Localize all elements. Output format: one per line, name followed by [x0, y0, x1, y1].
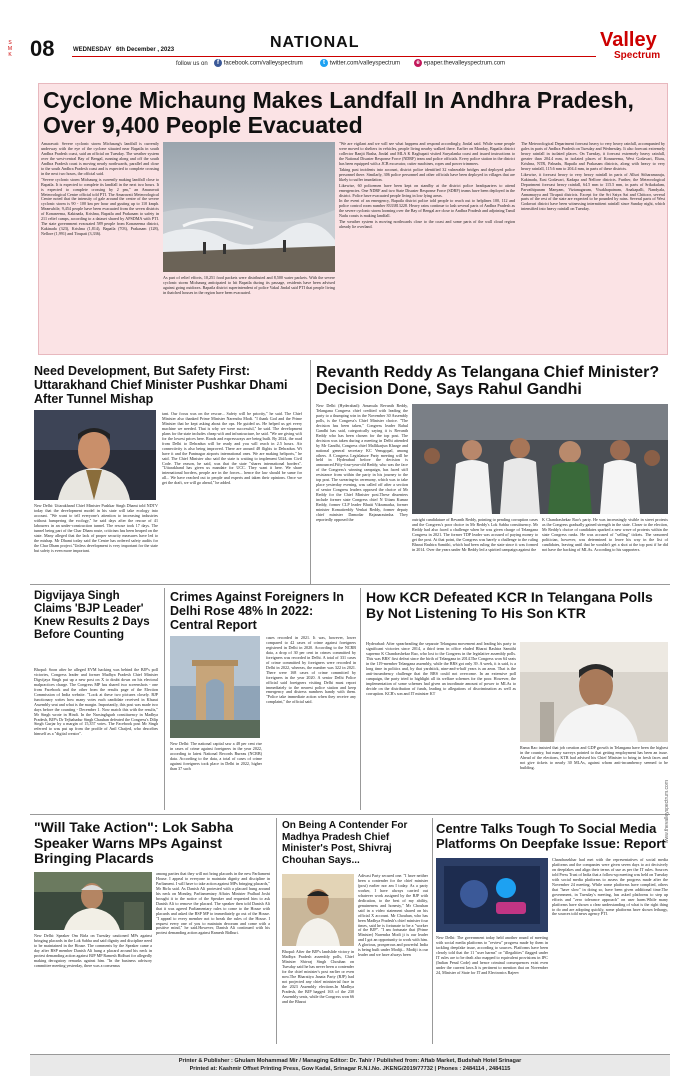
footer-line1: Printer & Publisher : Ghulam Mohammad Mir / Managing Editor: Dr. Tahir / Published from: Aftab Market, Budshah Hotel Srinagar — [178, 1058, 522, 1064]
follow-label: follow us on — [176, 61, 208, 67]
revanth-headline: Revanth Reddy As Telangana Chief Minister? Decision Done, Says Rahul Gandhi — [316, 364, 660, 398]
lead-col4: The Meteorological Department forecast heavy to very heavy rainfall, accompanied by gales in parts of Andhra Pradesh on Tuesday and Wednesday. It also forecast extremely heavy rainfall in isolated places. On Tuesday, it forecast extremely heavy rainfall, greater than 204.4 mm, in isolated places of Konaseema, West Godavari, Eluru, Krishna, NTR, Palnadu, Bapatla and Prakasam districts, along with heavy to very heavy rainfall, 115.6 mm to 204.4 mm, in parts of these districts. Likewise, it forecast heavy to very heavy rainfall in parts of Alluri Sitharamaraju, Kakinada, East Godavari, Kadapa and Nellore districts. Further, the Meteorological Department forecast heavy rainfall, 64.5 mm to 115.5 mm, in parts of Srikakulam, Parvathipuram Manyam, Vizianagaram, Visakhapatnam, Anakapalli, Nandyala, Annamayya and Tirupati districts. Except for the Sri Satya Sai and Chittoor, several parts of the rest of the state are expected to be pounded by rains. Several parts of West Godavari district have been witnessing intermittent rainfall since Sunday night, which intensified into heavy rainfall on Tuesday. — [521, 142, 665, 212]
footer-bar — [30, 1054, 670, 1076]
revanth-col1: New Delhi (Hyderabad): Anumula Revanth Reddy, Telangana Congress chief credited with leading the party to a thumping win in the November 30 Assembly polls, is the Congress's Chief Minister choice. "The decision has been taken," Congress leader Rahul Gandhi has said, categorically saying it is Revanth Reddy who has been chosen for the top post. The decision was taken during a meeting in Delhi attended by Mr Gandhi, Congress chief Mallikarjun Kharge and national general secretary KC Venugopal, among others. A Congress Legislature Party meeting will be held in Hyderabad before the decision is announced.Fifty-four-year-old Reddy, who was the face of the Congress's winning campaign, has faced stiff resistance from within the party in his journey to the top post. The swearing-in ceremony, which was to take place yesterday evening, was called off after a section of senior Congress leaders opposed the choice of Mr Reddy for the Chief Minister post.These dissenters include former state Congress chief N Uttam Kumar Reddy, former CLP leader Bhatti Vikramarka, former minister Komatireddy Venkat Reddy, former deputy chief minister Damodar Rajanarasimha. They reportedly opposed the — [316, 404, 408, 522]
twitter-link[interactable]: t twitter.com/valleyspectrum — [320, 59, 400, 67]
india-gate-photo — [170, 636, 260, 738]
revanth-photo — [412, 404, 668, 514]
crimes-story — [168, 588, 358, 810]
madhya-headline: On Being A Contender For Madhya Pradesh Chief Minister's Post, Shivraj Chouhan Says... — [282, 820, 408, 866]
madhya-col1: Bhopal: After the BJP's landslide victory in Madhya Pradesh assembly polls, Chief Minister Shivraj Singh Chouhan on Tuesday said he has never been a contender for the chief minister's post earlier or even now.The Bharatiya Janata Party (BJP) had not projected any chief ministerial face in the 2023 Assembly elections.In Madhya Pradesh, the BJP bagged 163 of the 230 Assembly seats, while the Congress won 66 and the Bharat — [282, 950, 354, 1004]
lead-col1: Amaravati: Severe cyclonic storm Michaung's landfall is currently underway with the eye of the cyclone situated near Bapatla in south Andhra Pradesh coast, said an official on Tuesday. The weather system over the west-central Bay of Bengal, running along and off the south Andhra Pradesh coast is moving nearly northwards, parallel and close to the south Andhra Pradesh coast and is expected to complete crossing in the next two hours, the official said. "Severe cyclonic storm Michaung is currently making landfall close to Bapatla. It is expected to complete its landfall in the next two hours. It is expected to complete crossing by 2 pm," an Amaravati Meteorological Centre official told PTI. The Amaravati Meteorological Centre noted that the intensity of gale around the centre of the severe cyclonic storm is 90 - 100 km per hour and gusting up to 110 kmph. Meanwhile, 9,454 people have been evacuated from the seven districts of Konaseema, Kakinada, Krishna, Bapatla and Prakasam to safety in 211 relief camps, according to a dataset shared by APSDMA with PTI. The state government evacuated 589 people from Konaseema district, Kakinada (323), Krishna (1,814), Bapatla (703), Prakasam (128), Nellore (1,991) and Tirupati (3,336). — [41, 142, 159, 237]
lead-headline: Cyclone Michaung Makes Landfall In Andhra Pradesh, Over 9,400 People Evacuated — [43, 87, 634, 138]
epaper-link[interactable]: e epaper.thevalleyspectrum.com — [414, 59, 505, 67]
kcr-headline: How KCR Defeated KCR In Telangana Polls By Not Listening To His Son KTR — [366, 589, 653, 621]
masthead-logo: Valley Spectrum — [600, 29, 661, 61]
deepfake-headline: Centre Talks Tough To Social Media Platforms On Deepfake Issue: Report — [436, 821, 666, 851]
kcr-story — [364, 588, 670, 810]
madhya-col2: Adivasi Party secured one. "I have neither been a contender for the chief minister (post) earlier nor am I today. As a party worker, I have always carried out whatever work assigned by the BJP with dedication, to the best of my ability, genuineness and honesty," Mr Chouhan said in a video statement shared on his official X account. Mr Chouhan, who has been Madhya Pradesh's chief minister four times, said he is fortunate to be a "worker of the BJP". "I am fortunate that (Prime Minister) Narendra Modi ji is our leader and I got an opportunity to work with him. A glorious, prosperous and powerful India is being built under Modiji... Modiji is our leader and we have always been — [358, 874, 428, 958]
revanth-col3: K Chandrashekar Rao's party. He was increasingly visible in street protests as the Congress gradually gained strength in the state. Closer to the election, Mr Reddy's choice of candidates sparked a new wave of protests within the state Congress ranks. He was accused of "selling" tickets. The seasoned politician, however, was determined to leave his way in the list of candidates, leaving until that he wouldn't get a shot at the top post if he did not have the backing of MLAs. According to his supporters. — [542, 518, 668, 552]
cyclone-photo — [163, 142, 335, 272]
digvijaya-story — [30, 588, 160, 810]
section-title: NATIONAL — [270, 34, 360, 51]
side-url: www.thevalleyspectrum.com — [664, 780, 670, 844]
deepfake-photo — [436, 858, 548, 932]
crimes-caption: New Delhi: The national capital saw a 48 per cent rise in cases of crime against foreigners in the year 2022, according to latest National Records Bureau (NCRB) data. According to the data, a total of cases of crime against foreigners took place in Delhi in 2022, higher than 37 such — [170, 742, 262, 771]
crimes-headline: Crimes Against Foreigners In Delhi Rose 48% In 2022: Central Report — [170, 590, 344, 632]
speaker-col2: among parties that they will not bring placards in the new Parliament House. I appeal to everyone to maintain dignity and discipline in Parliament. I will have to take action against MPs bringing placards," Mr Birla said. As Danish Ali protested with a placard hung around his neck on Monday, Parliamentary Affairs Minister Pralhad Joshi brought it to the notice of the Speaker and requested him to ask Danish Ali to remove the placard. The speaker then told Danish Ali that it was agreed Parliamentary rules to come to the House with placards and asked the BSP MP to immediately go out of the House. "I appeal to every member not to break the rules of the House. I request every one of you to maintain decorum and come with a positive mind," he said.However, Danish Ali continued with his protest demanding action against Ramesh Bidhuri. — [156, 872, 270, 936]
uttarakhand-story — [30, 360, 306, 582]
om-birla-photo — [34, 872, 152, 930]
deepfake-col1: New Delhi: The government today held another round of meeting with social media platforms to "review" progress made by them in tackling deepfake issue, according to sources. Platforms have been clearly told that the 11 "user harms" or "illegalities" flagged under IT rules are to be dealt also mapped to equivalent provisions in IPC (Indian Penal Code) and hence criminal consequences exist even under the current laws.It is pertinent to mention that on November 24, Minister of State for IT and Electronics Rajeev — [436, 936, 548, 975]
crimes-col2: cases recorded in 2021. It was, however, lower compared to 42 cases of crime against foreigners registered in Delhi in 2020. According to the NCRB data, a drop of 30 per cent in crimes committed by foreigners was recorded in Delhi. A total of 331 cases of crime committed by foreigners were recorded in Delhi in 2022, whereas, the number was 322 in 2021. There were 168 cases of crime committed by foreigners in the year 2020. A senior Delhi Police official said foreigners visiting Delhi must report immediately to the nearest police station and keep emergency and distress numbers handy with them. "Police take immediate action when they receive any complaint," the official said. — [266, 636, 356, 705]
deepfake-col2: Chandrasekhar had met with the representatives of social media platforms and the companies were given seven days to act decisively on deepfakes and align their terms of use as per the IT rules. Sources told Press Trust of India that a follow-up meeting was held on Tuesday with social media platforms to assess the progress made after the November 24 meeting. While some platforms have complied, others that "have slow" in doing so, have been given additional time.The government, in Tuesday's meeting, has asked platforms to step up efforts and "zero tolerance approach" on user harm.While many platforms have shown a clear understanding of what is the right thing to do and are adopting quickly, some platforms have shown lethargy, the sources told news agency PTI. — [552, 858, 668, 917]
page-number: 08 — [30, 36, 55, 61]
revanth-col2: outright candidature of Revanth Reddy, pointing to pending corruption cases and the Congress's poor choice in Mr Reddy's Lok Sabha constituency. Mr Reddy had also faced a challenge when he was given charge of Telangana Congress in 2021. The former TDP leader was accused of paying money to get the post. At that point, the Congress was barely a challenge to the ruling Bharat Rashtra Samithi, which had been ruling the state since it was formed in 2014. Over the years under Mr Reddy led a spirited campaign against the — [412, 518, 538, 552]
kcr-photo — [520, 642, 668, 742]
uttarakhand-col1: New Delhi: Uttarakhand Chief Minister Pushkar Singh Dhami told NDTV today that the development model in his state will take ecology into account. "We want to tell everyone's attention to increasing industries without hampering the ecology," he said days after the rescue of 41 labourers in an under-construction tunnel. The rescue took 17 days. The tunnel being part of the Char Dham route, criticism has been heaped on the state. Many alleged that the lack of proper security measures have led to the mishap. Mr Dhami today said the Centre has ordered safety audits for the Char Dham project."Unless development is very important for the state but safety is even more important. — [34, 504, 158, 553]
revanth-story — [314, 360, 670, 582]
facebook-link[interactable]: f facebook.com/valleyspectrum — [214, 59, 303, 67]
lead-col3: "We are vigilant and we will see what happens and respond accordingly, Jindal said. While some people were moved to shelters in vehicles, people living nearby walked there. Earlier on Monday, Bapatla district collector Ranjit Basha, Jindal and MLA K Raghupati visited Suryalanka coast and issued instructions to the National Disaster Response Force (NDRF) team and police officials. Every police station in the district has been equipped with a JCB excavator, cutter machines, ropes and power trimmers. Taking past incidents into account, district police identified 32 vulnerable bridges and deployed police personnel there. Similarly, 306 police personnel and other officials have been deployed in villages that are likely to suffer inundation. Likewise, 60 policemen have been kept on standby at the district police headquarters to attend emergencies. One NDRF and two State Disaster Response Force (SDRF) teams have been deployed in the district. Police have evacuated people living in low lying areas. In the event of an emergency, Bapatla district police told people to reach out to helplines 100, 112 and police control room number 8333813228. Heavy rains continue to lash several parts of Andhra Pradesh as the severe cyclonic storm looming over the Bay of Bengal are close to Andhra Pradesh and adjoining Tamil Nadu coasts is making landfall. The weather system is moving northwards close to the coast and some parts of the wall cloud region already lie overland. — [339, 142, 515, 230]
digvijaya-headline: Digvijaya Singh Claims 'BJP Leader' Knew Results 2 Days Before Counting — [34, 590, 150, 641]
speaker-col1: New Delhi: Speaker Om Birla on Tuesday cautioned MPs against bringing placards in the Lok Sabha and said dignity and discipline need to be maintained in the House. The comments by the Speaker came a day after BSP member Danish Ali hung a placard around his neck in protest demanding action against BJP MP Ramesh Bidhuri for allegedly making derogatory remarks against him. "In the business advisory committee meeting yesterday, there was a consensus — [34, 934, 152, 968]
side-tag: S M K — [7, 40, 13, 58]
chouhan-photo — [282, 874, 354, 946]
footer-line2: Printed at: Kashmir Offset Printing Press, Gow Kadal, Srinagar R.N.I.No. JKENG/2019/77732 | Phones : 2484114 , 2484115 — [189, 1066, 511, 1072]
speaker-headline: "Will Take Action": Lok Sabha Speaker Warns MPs Against Bringing Placards — [34, 819, 234, 866]
dhami-photo — [34, 410, 156, 500]
page-header — [0, 0, 680, 80]
day-label: WEDNESDAY — [73, 47, 112, 53]
globe-icon: e — [414, 59, 422, 67]
date-label: 6th December , 2023 — [116, 47, 175, 53]
uttarakhand-headline: Need Development, But Safety First: Uttarakhand Chief Minister Pushkar Dhami After Tunnel Mishap — [34, 364, 288, 406]
uttarakhand-col2: tant. Our focus was on the rescue... Safety will be priority," he said. The Chief Minister also thanked Prime Minister Narendra Modi. "I thank God and the Prime Minister that he kept asking about the ops. He guided us. He helped us get every machine we needed. That is why we were successful," he said. The development plans for the state includes cheap wifi and infrastructure, he said. "We are giving wifi for the lowest prices here. Roads and expressways are being built. By 2024, the road from Delhi to Dehradun will be ready and you will reach in 2.5 hours. Air connectivity is also being improved. There are around 48 flights to Dehradun. Wi have it and the Pantnagar airports international ones. We are making heliports," he said. The Chief Minister also said the state is waiting to implement Uniform Civil Code. The reason, he said, was that the state "shares international borders". "Uttarakhand has given us mandate for UCC. They want it here. We share international borders, people are in the forces... hence the law should be same for all... We have reached out to people and experts and taken their opinions. Once we get the draft, we will go ahead," he added. — [162, 412, 302, 486]
lead-photo-caption: As part of relief efforts, 10,251 food packets were distributed and 8,500 water packets. With the severe cyclonic storm Michaung anticipated to hit Bapatla during its passage, residents have been advised against going outdoors. Bapatla district superintendent of police Vakul Jindal said PTI that people living in thatched houses in the region have been evacuated. — [163, 276, 335, 295]
deepfake-story — [434, 818, 670, 1044]
madhya-story — [280, 818, 430, 1044]
twitter-icon: t — [320, 59, 328, 67]
facebook-icon: f — [214, 59, 222, 67]
speaker-story — [30, 818, 272, 1044]
kcr-caption: Rama Rao insisted that job creation and GDP growth in Telangana have been the highest in the country, but many surveys pointed to that getting employment has been an issue. Ahead of the elections, KTR had advised his Chief Minister to bring in fresh faces and not give tickets to nearly 30 MLAs, against whom anti-incumbency seemed to be building. — [520, 746, 668, 770]
digvijaya-body: Bhopal: Soon after he alleged EVM hacking was behind the BJP's poll victories, Congress leader and former Madhya Pradesh Chief Minister Digvijaya Singh put up a new post on X to doubt down on his electoral malpractices charge. The Congress MP has shared two screenshots - one from Facebook and the other from the results page of the Election Commission of India website. "Look at these two pictures closely. BJP functionary writes how many votes each candidate received in Khurai Assembly seat and what is the margin. Importantly, this post was made two days before the counting - December 1. Now match this with the results," Mr Singh wrote in Hindi. In the Narsinghgarh constituency in Madhya Pradesh, BJP's Dr Tejbahadur Singh Chauhan defeated the Congress's Dilip Singh Gurjar by a margin of 15,357 votes. The Facebook post Mr Singh referred to was put up from the profile of Anil Chaijed, who describes himself as a "digital creator". — [34, 668, 158, 737]
kcr-body: Hyderabad: After spearheading the separate Telangana movement and leading his party to significant victories since 2014, a third term in office eluded Bharat Rashtra Samithi supremo K Chandrashekar Rao, who lost to the Congress in the legislative assembly polls. This was BRS' first defeat since the birth of Telangana in 2014.The Congress won 64 seats in the 119-member Telangana assembly, while the BRS got only 39. A week, it is said, is a long time in politics and, by that yardstick, nine-and-a-half years is an aeon. That is the anti-incumbency challenge that the BRS could not overcome. In an extensive poll campaign, the party tried to highlight all its welfare schemes for the poor. However, the implementation of some schemes had given an inordinate amount of power to MLAs to decide on the distribution of funds, leading to allegations of discrimination as well as corruption. KCR's son and IT minister KT — [366, 642, 516, 696]
lead-story — [38, 83, 668, 355]
